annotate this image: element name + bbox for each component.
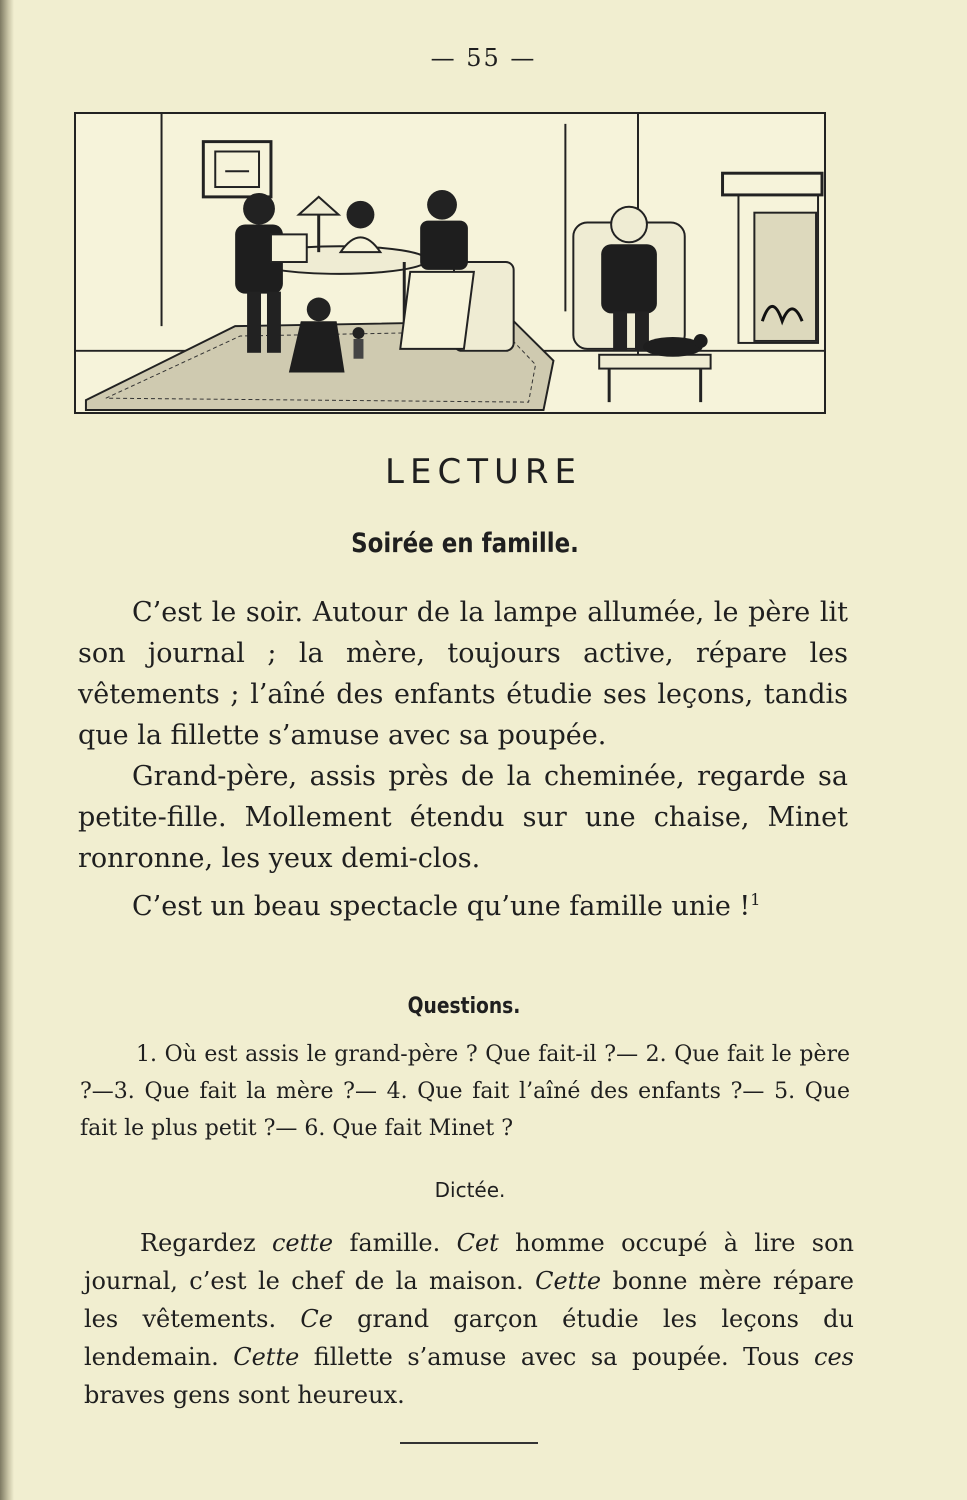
reading-paragraph-3-text: C’est un beau spectacle qu’une famille unie ! (132, 891, 751, 922)
footnote-marker: 1 (750, 890, 761, 909)
dictation-demonstrative: Cette (233, 1343, 300, 1371)
dictation-title: Dictée. (434, 1178, 506, 1202)
reading-paragraph-1: C’est le soir. Autour de la lampe allumée, le père lit son journal ; la mère, toujours active, répare les vêtements ; l’aîné des enfants étudie ses leçons, tandis que la fillette s’amuse avec sa poupée. (78, 597, 848, 751)
questions-text: 1. Où est assis le grand-père ? Que fait-il ?— 2. Que fait le père ?—3. Que fait la mère ?— 4. Que fait l’aîné des enfants ?— 5. Que fait le plus petit ?— 6. Que fait Minet ? (80, 1042, 850, 1141)
reading-paragraph-2: Grand-père, assis près de la cheminée, regarde sa petite-fille. Mollement étendu sur une chaise, Minet ronronne, les yeux demi-clos. (78, 761, 848, 874)
dictation-demonstrative: cette (271, 1229, 334, 1257)
dictation-demonstrative: ces (814, 1343, 854, 1371)
dictation-demonstrative: Cette (535, 1267, 602, 1295)
reading-paragraph-3 (78, 879, 848, 927)
family-scene-drawing (76, 114, 824, 412)
dictation-part: famille. (333, 1229, 457, 1257)
dictation-part: fillette s’amuse avec sa poupée. Tous (299, 1343, 815, 1371)
grandfather-in-armchair (573, 207, 684, 351)
dictation-part: bonne mère répare les vêtements. (84, 1267, 854, 1333)
family-evening-illustration (74, 112, 826, 414)
dictation-demonstrative: Cet (456, 1229, 499, 1257)
questions-title: Questions. (407, 994, 521, 1019)
closing-rule (400, 1442, 538, 1444)
page-number: — 55 — (430, 44, 537, 72)
section-heading: LECTURE (385, 452, 582, 492)
dictation-part: homme occupé à lire son journal, c’est le chef de la maison. (84, 1229, 854, 1295)
page-binding-edge (0, 0, 14, 1500)
dictation-demonstrative: Ce (300, 1305, 333, 1333)
reading-title: Soirée en famille. (351, 528, 579, 559)
dictation-text (84, 1224, 854, 1414)
dictation-part: grand garçon étudie les leçons du lendemain. (84, 1305, 854, 1371)
dictation-part: Regardez (140, 1229, 272, 1257)
dictation-part: braves gens sont heureux. (84, 1381, 405, 1409)
reading-text (78, 592, 848, 927)
